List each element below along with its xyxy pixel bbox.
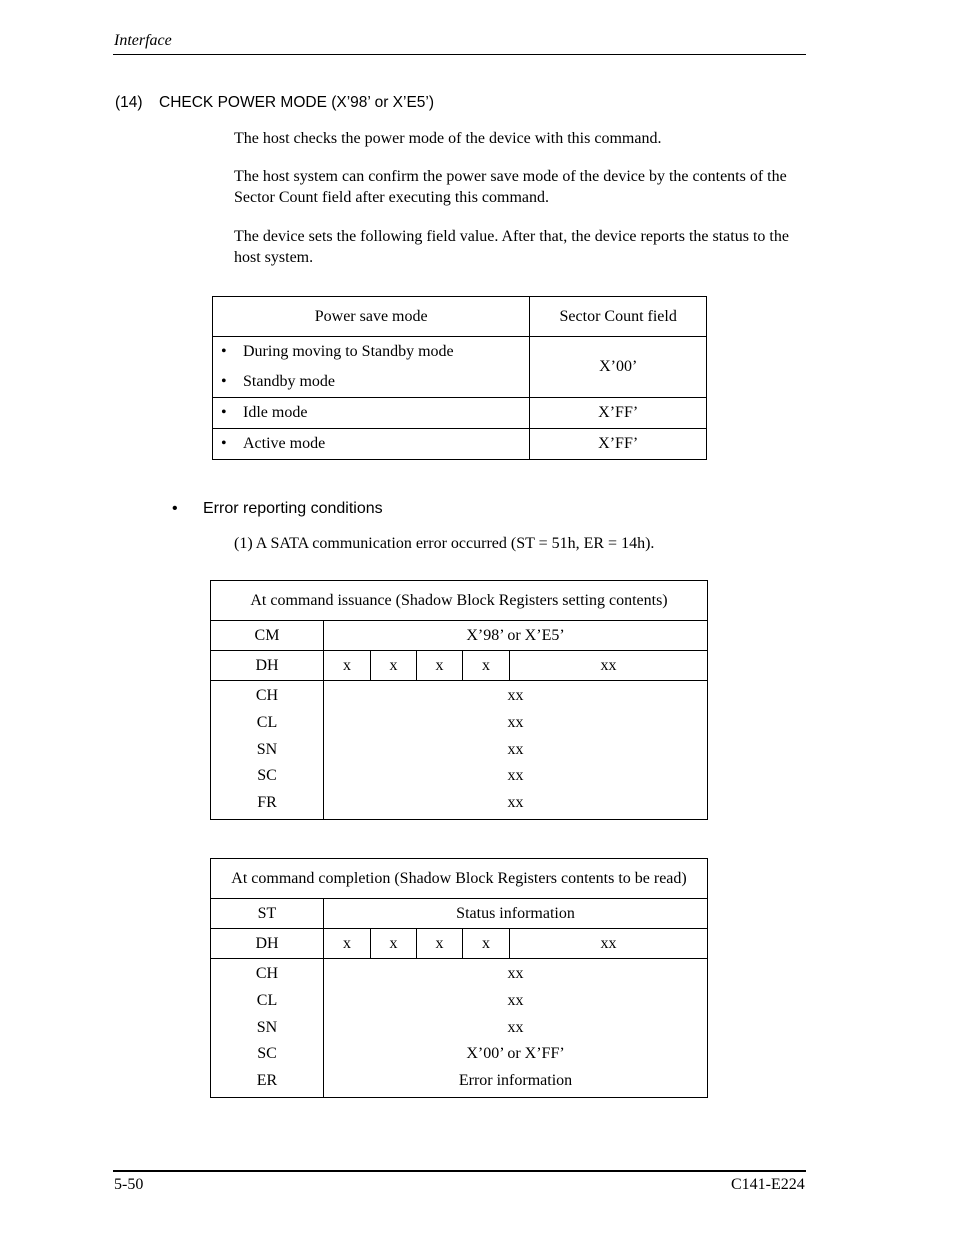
section-number: (14)	[115, 94, 143, 111]
register-label: CM	[211, 621, 324, 651]
register-value: xx	[507, 767, 524, 785]
mode-cell	[213, 337, 530, 398]
register-label: FR	[257, 794, 277, 812]
mode-label: Active mode	[243, 435, 326, 452]
register-label: ST	[211, 899, 324, 929]
dh-bit: x	[463, 929, 510, 959]
paragraph-1: The host checks the power mode of the device with this command.	[234, 130, 662, 147]
dh-rest: xx	[510, 929, 708, 959]
completion-register-table	[210, 858, 708, 1098]
dh-bit: x	[463, 651, 510, 681]
error-conditions-title: Error reporting conditions	[203, 500, 383, 517]
error-condition-item: (1) A SATA communication error occurred (ST = 51h, ER = 14h).	[234, 535, 655, 552]
dh-bit: x	[324, 929, 371, 959]
mode-label: Idle mode	[243, 404, 308, 421]
register-value: xx	[507, 991, 524, 1009]
register-label: SN	[256, 740, 278, 758]
sector-count-value: X’FF’	[530, 398, 707, 429]
register-label: ER	[256, 1072, 278, 1090]
register-label: SC	[257, 767, 277, 785]
mode-label: Standby mode	[243, 373, 335, 390]
bullet-icon: •	[221, 343, 227, 360]
issuance-register-table	[210, 580, 708, 820]
register-labels	[211, 681, 324, 820]
mode-cell	[213, 398, 530, 429]
section-heading	[115, 94, 434, 112]
bullet-icon: •	[221, 435, 227, 452]
section-title: CHECK POWER MODE (X’98’ or X’E5’)	[159, 94, 435, 111]
running-header: Interface	[114, 32, 172, 49]
register-label: CL	[256, 713, 278, 731]
register-labels	[211, 959, 324, 1098]
column-header-sector-count: Sector Count field	[530, 297, 707, 337]
register-label: CL	[256, 991, 278, 1009]
dh-bit: x	[371, 651, 417, 681]
dh-bit: x	[371, 929, 417, 959]
register-label: DH	[211, 651, 324, 681]
dh-bit: x	[417, 651, 463, 681]
mode-cell	[213, 429, 530, 460]
register-value: xx	[507, 740, 524, 758]
register-value: xx	[507, 1018, 524, 1036]
column-header-power-save-mode: Power save mode	[213, 297, 530, 337]
register-value: xx	[507, 687, 524, 704]
table-caption: At command completion (Shadow Block Registers contents to be read)	[211, 859, 708, 899]
table-row	[213, 429, 707, 460]
bullet-icon: •	[221, 404, 227, 421]
table-caption: At command issuance (Shadow Block Registers setting contents)	[211, 581, 708, 621]
error-conditions-heading	[172, 500, 383, 518]
table-row	[213, 337, 707, 398]
bullet-icon: •	[172, 500, 178, 517]
power-mode-table	[212, 296, 707, 460]
register-value: xx	[507, 965, 524, 982]
register-value: Status information	[324, 899, 708, 929]
register-value: xx	[507, 713, 524, 731]
register-values	[324, 959, 708, 1098]
register-label: DH	[211, 929, 324, 959]
page-number: 5-50	[114, 1176, 144, 1193]
mode-label: During moving to Standby mode	[243, 343, 454, 360]
table-row	[213, 398, 707, 429]
register-label: CH	[255, 965, 279, 982]
document-id: C141-E224	[731, 1176, 805, 1193]
dh-bit: x	[324, 651, 371, 681]
register-label: SC	[257, 1045, 277, 1063]
register-value: xx	[507, 794, 524, 812]
dh-rest: xx	[510, 651, 708, 681]
sector-count-value: X’FF’	[530, 429, 707, 460]
sector-count-value: X’00’	[530, 337, 707, 398]
register-label: SN	[256, 1018, 278, 1036]
register-value: Error information	[458, 1072, 573, 1090]
header-rule	[113, 54, 806, 55]
paragraph-2: The host system can confirm the power save mode of the device by the contents of the Sector Count field after executing this command.	[234, 168, 787, 206]
paragraph-3: The device sets the following field value. After that, the device reports the status to the host system.	[234, 228, 789, 266]
register-value: X’98’ or X’E5’	[324, 621, 708, 651]
register-values	[324, 681, 708, 820]
register-value: X’00’ or X’FF’	[466, 1045, 565, 1063]
register-label: CH	[255, 687, 279, 704]
dh-bit: x	[417, 929, 463, 959]
footer-rule	[113, 1170, 806, 1172]
bullet-icon: •	[221, 373, 227, 390]
